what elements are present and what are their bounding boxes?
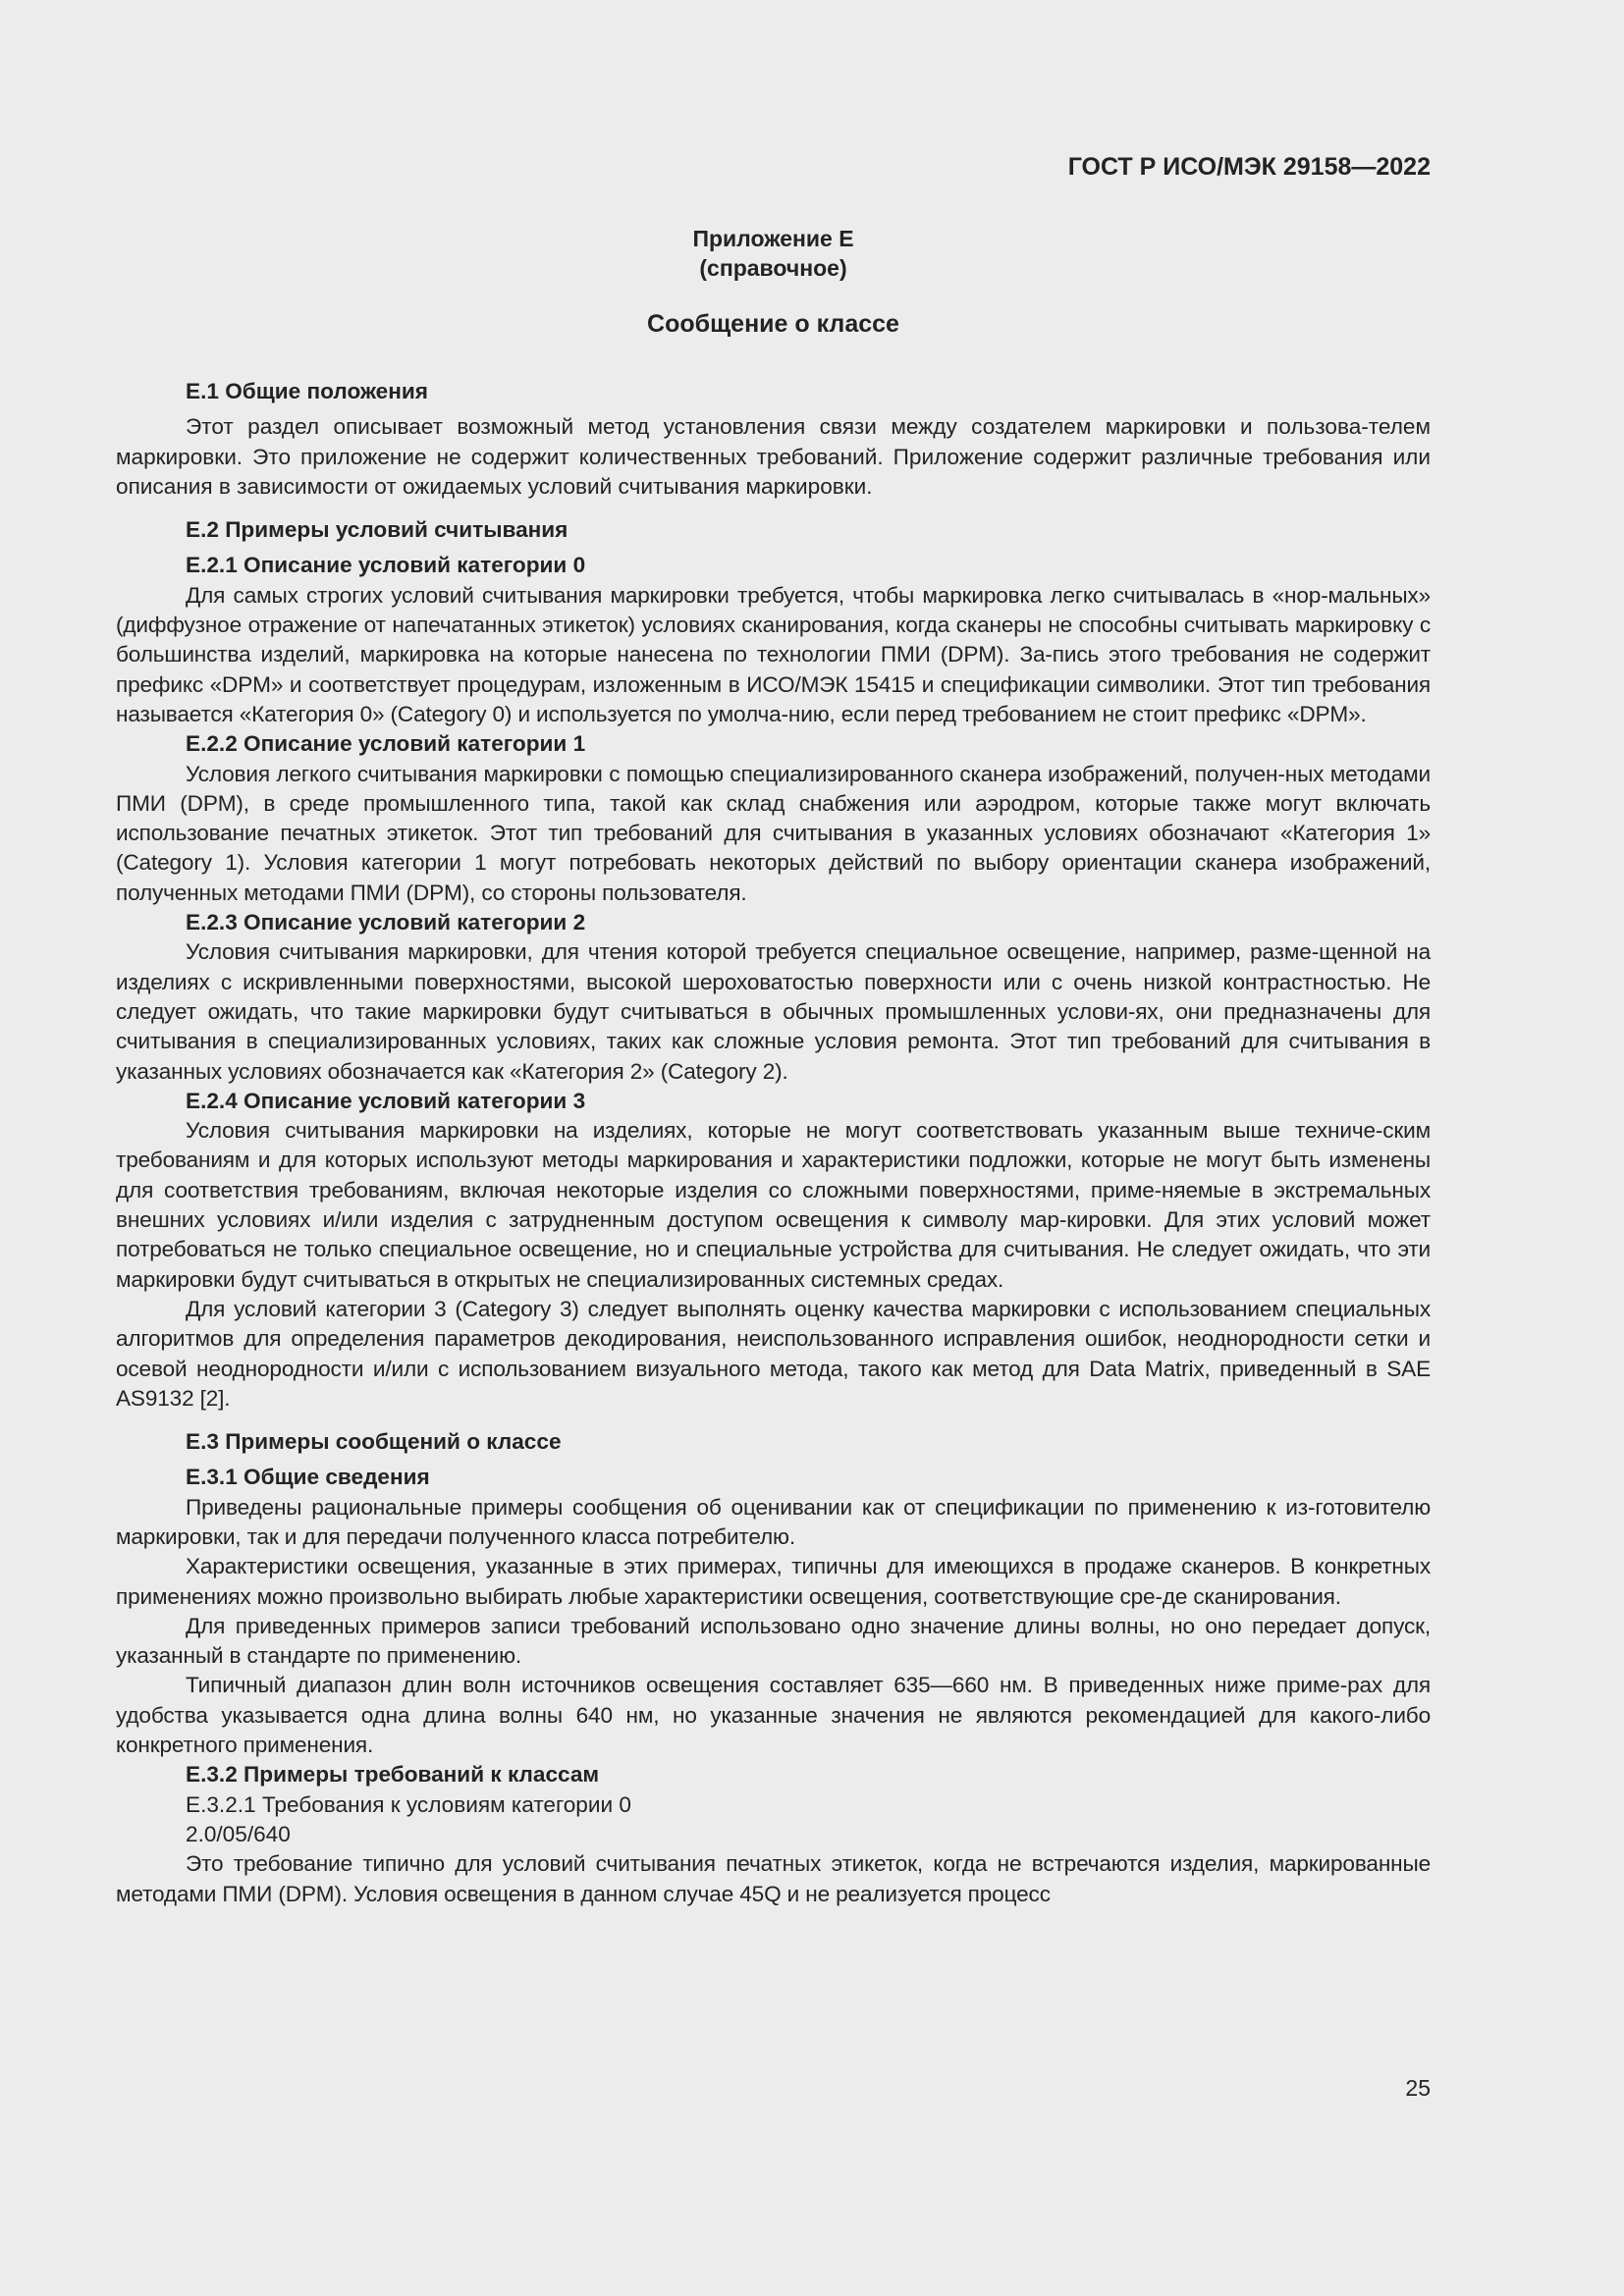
section-heading-e21: Е.2.1 Описание условий категории 0 bbox=[186, 553, 586, 578]
section-heading-e24: Е.2.4 Описание условий категории 3 bbox=[186, 1088, 586, 1113]
paragraph-e32-1: Это требование типично для условий считывания печатных этикеток, когда не встречаются изделия, маркированные методами ПМИ (DPM). Условия освещения в данном случае 45Q и не реализуется процесс bbox=[116, 1851, 1431, 1906]
paragraph-e31-3: Для приведенных примеров записи требований использовано одно значение длины волны, но оно передает допуск, указанный в стандарте по применению. bbox=[116, 1613, 1431, 1669]
section-heading-e31: Е.3.1 Общие сведения bbox=[186, 1465, 430, 1490]
document-page bbox=[116, 147, 1431, 1909]
paragraph-e22-1: Условия легкого считывания маркировки с помощью специализированного сканера изображений, получен-ных методами ПМИ (DPM), в среде промышленного типа, такой как склад снабжения или аэродром, которые также могут включать использование печатных этикеток. Этот тип требований для считывания в указанных условиях обозначают «Категория 1» (Category 1). Условия категории 1 могут потребовать некоторых действий по выбору ориентации сканера изображений, полученных методами ПМИ (DPM), со стороны пользователя. bbox=[116, 761, 1431, 905]
paragraph-e24-1: Условия считывания маркировки на изделиях, которые не могут соответствовать указанным выше техниче-ским требованиям и для которых используют методы маркирования и характеристики подложки, которые не могут быть изменены для соответствия требованиям, включая некоторые изделия со сложными поверхностями, приме-няемые в экстремальных внешних условиях и/или изделия с затрудненным доступом освещения к символу мар-кировки. Для этих условий может потребоваться не только специальное освещение, но и специальные устройства для считывания. Не следует ожидать, что эти маркировки будут считываться в открытых не специализированных системных средах. bbox=[116, 1118, 1431, 1292]
annex-label-block bbox=[116, 224, 1431, 283]
section-heading-e2: Е.2 Примеры условий считывания bbox=[186, 517, 568, 543]
annex-label: Приложение Е bbox=[692, 226, 854, 251]
paragraph-e31-2: Характеристики освещения, указанные в этих примерах, типичны для имеющихся в продаже сканеров. В конкретных применениях можно произвольно выбирать любые характеристики освещения, соответствующие сре-де сканирования. bbox=[116, 1554, 1431, 1609]
page-number: 25 bbox=[1405, 2075, 1431, 2101]
paragraph-e31-1: Приведены рациональные примеры сообщения об оценивании как от спецификации по применению к из-готовителю маркировки, так и для передачи полученного класса потребителю. bbox=[116, 1494, 1431, 1549]
annex-title: Сообщение о классе bbox=[647, 310, 899, 338]
paragraph-e31-4: Типичный диапазон длин волн источников освещения составляет 635—660 нм. В приведенных ниже приме-рах для удобства указывается одна длина волны 640 нм, но указанные значения не являются рекомендацией для какого-либо конкретного применения. bbox=[116, 1673, 1431, 1758]
paragraph-e21-1: Для самых строгих условий считывания маркировки требуется, чтобы маркировка легко считывалась в «нор-мальных» (диффузное отражение от напечатанных этикеток) условиях сканирования, когда сканеры не способны считывать маркировку с большинства изделий, маркировка на которые нанесена по технологии ПМИ (DPM). За-пись этого требования не содержит префикс «DPM» и соответствует процедурам, изложенным в ИСО/МЭК 15415 и спецификации символики. Этот тип требования называется «Категория 0» (Category 0) и используется по умолча-нию, если перед требованием не стоит префикс «DPM». bbox=[116, 582, 1431, 726]
paragraph-e24-2: Для условий категории 3 (Category 3) следует выполнять оценку качества маркировки с использованием специальных алгоритмов для определения параметров декодирования, неиспользованного исправления ошибок, неоднородности сетки и осевой неоднородности и/или с использованием визуального метода, такого как метод для Data Matrix, приведенный в SAE AS9132 [2]. bbox=[116, 1296, 1431, 1411]
requirement-code: 2.0/05/640 bbox=[186, 1821, 291, 1846]
paragraph-e23-1: Условия считывания маркировки, для чтения которой требуется специальное освещение, например, разме-щенной на изделиях с искривленными поверхностями, высокой шероховатостью поверхности или с очень низкой контрастностью. Не следует ожидать, что такие маркировки будут считываться в обычных промышленных услови-ях, они предназначены для считывания в специализированных условиях, таких как сложные условия ремонта. Этот тип требований для считывания в указанных условиях обозначается как «Категория 2» (Category 2). bbox=[116, 939, 1431, 1084]
section-heading-e22: Е.2.2 Описание условий категории 1 bbox=[186, 731, 586, 757]
paragraph-e1-1: Этот раздел описывает возможный метод установления связи между создателем маркировки и пользова-телем маркировки. Это приложение не содержит количественных требований. Приложение содержит различные требования или описания в зависимости от ожидаемых условий считывания маркировки. bbox=[116, 414, 1431, 499]
section-heading-e32: Е.3.2 Примеры требований к классам bbox=[186, 1762, 600, 1788]
annex-type: (справочное) bbox=[699, 255, 847, 281]
section-heading-e1: Е.1 Общие положения bbox=[186, 379, 428, 403]
document-header: ГОСТ Р ИСО/МЭК 29158—2022 bbox=[1067, 153, 1431, 181]
section-heading-e23: Е.2.3 Описание условий категории 2 bbox=[186, 910, 586, 935]
subsection-title-e321: Е.3.2.1 Требования к условиям категории 0 bbox=[186, 1791, 631, 1817]
section-heading-e3: Е.3 Примеры сообщений о классе bbox=[186, 1429, 562, 1455]
